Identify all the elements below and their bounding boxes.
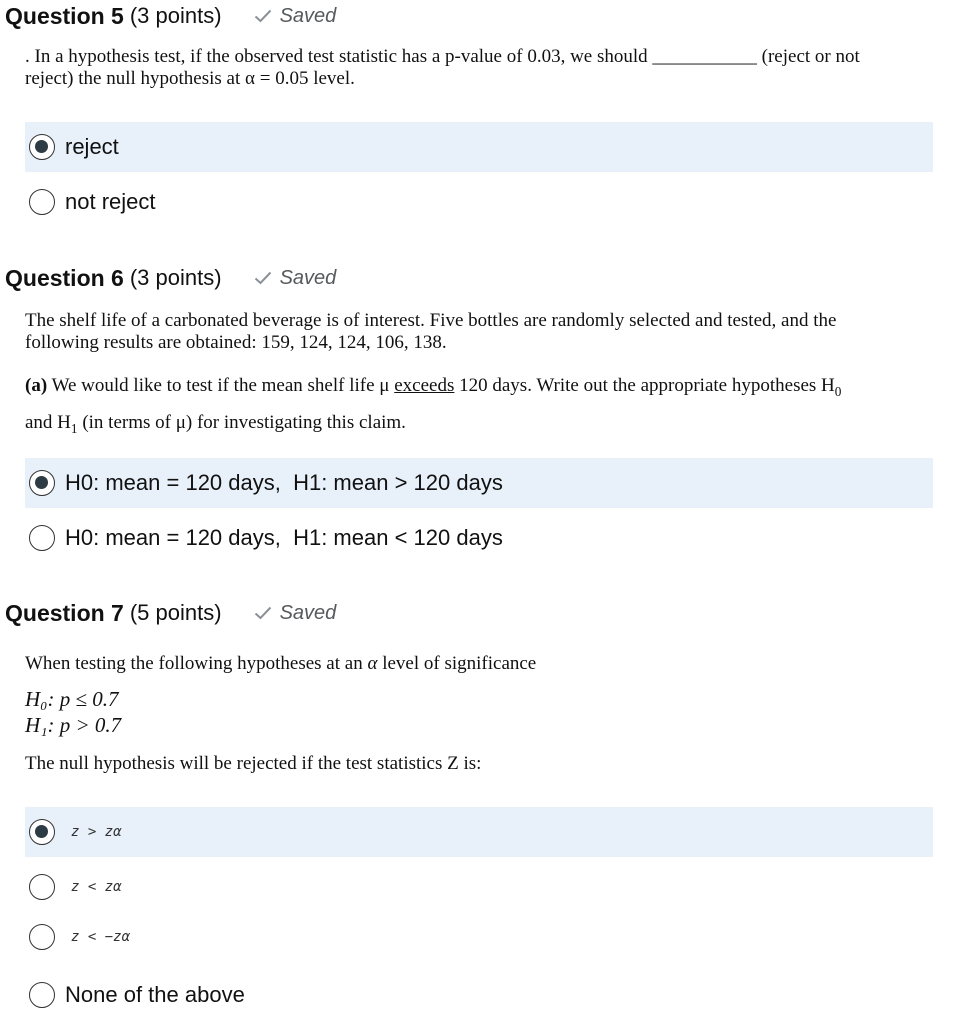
saved-status <box>254 267 337 290</box>
question-6-part-a <box>25 375 841 403</box>
question-title: Question 7 <box>5 599 124 626</box>
question-title: Question 6 <box>5 264 124 291</box>
option-none[interactable] <box>25 970 933 1020</box>
prompt-text: When testing the following hypotheses at an <box>25 653 363 674</box>
option-reject[interactable] <box>25 122 933 172</box>
option-label: H0: mean = 120 days, H1: mean < 120 days <box>65 525 503 550</box>
option-label: reject <box>65 134 119 159</box>
saved-status <box>254 602 337 625</box>
question-7-header <box>5 597 336 629</box>
saved-label: Saved <box>279 266 337 289</box>
question-7-prompt2: The null hypothesis will be rejected if the test statistics Z is: <box>25 753 482 774</box>
saved-label: Saved <box>279 601 337 624</box>
check-icon <box>254 606 272 620</box>
radio-button[interactable] <box>29 189 55 215</box>
question-5-prompt <box>25 46 860 90</box>
prompt-line: following results are obtained: 159, 124, 124, 106, 138. <box>25 332 447 353</box>
option-label: z > zα <box>71 824 122 840</box>
question-7-prompt <box>25 653 536 675</box>
hypotheses <box>25 686 121 738</box>
prompt-line: reject) the null hypothesis at α = 0.05 level. <box>25 68 355 89</box>
option-not-reject[interactable] <box>25 177 933 227</box>
question-5-header <box>5 0 336 32</box>
alt-hypothesis: H₁: p > 0.7 <box>25 713 122 737</box>
option-label: None of the above <box>65 982 245 1007</box>
prompt-text: level of significance <box>382 653 537 674</box>
subscript: 1 <box>70 420 78 436</box>
option-label: H0: mean = 120 days, H1: mean > 120 days <box>65 470 503 495</box>
part-text: (in terms of μ) for investigating this claim. <box>82 412 406 433</box>
check-icon <box>254 271 272 285</box>
emphasis-text: exceeds <box>394 375 455 396</box>
check-icon <box>254 9 272 23</box>
radio-button[interactable] <box>29 134 55 160</box>
question-6-prompt <box>25 310 836 354</box>
question-points: (3 points) <box>129 265 222 290</box>
question-points: (3 points) <box>129 3 222 28</box>
option-label: z < −zα <box>71 929 131 945</box>
radio-button[interactable] <box>29 874 55 900</box>
option-z-greater-za[interactable] <box>25 807 933 857</box>
question-title: Question 5 <box>5 2 124 29</box>
part-text: 120 days. Write out the appropriate hypotheses H <box>459 375 835 396</box>
radio-button[interactable] <box>29 819 55 845</box>
option-label: z < zα <box>71 879 122 895</box>
prompt-line: . In a hypothesis test, if the observed test statistic has a p-value of 0.03, we should ___________ (reject or not <box>25 46 860 67</box>
radio-button[interactable] <box>29 525 55 551</box>
radio-button[interactable] <box>29 924 55 950</box>
option-label: not reject <box>65 189 156 214</box>
option-z-less-neg-za[interactable] <box>25 912 933 962</box>
part-text: We would like to test if the mean shelf life μ <box>51 375 390 396</box>
radio-button[interactable] <box>29 982 55 1008</box>
null-hypothesis: H₀: p ≤ 0.7 <box>25 687 119 711</box>
part-label: (a) <box>25 375 48 396</box>
option-z-less-za[interactable] <box>25 862 933 912</box>
question-points: (5 points) <box>129 600 222 625</box>
saved-label: Saved <box>279 4 337 27</box>
question-6-part-a-line2 <box>25 412 406 440</box>
saved-status <box>254 5 337 28</box>
option-h1-less[interactable] <box>25 513 933 563</box>
prompt-line: The shelf life of a carbonated beverage is of interest. Five bottles are randomly selected and tested, and the <box>25 310 837 331</box>
question-6-header <box>5 262 336 294</box>
option-h1-greater[interactable] <box>25 458 933 508</box>
part-text: and H <box>25 412 71 433</box>
subscript: 0 <box>834 383 842 399</box>
alpha-symbol: α <box>367 653 378 674</box>
radio-button[interactable] <box>29 470 55 496</box>
